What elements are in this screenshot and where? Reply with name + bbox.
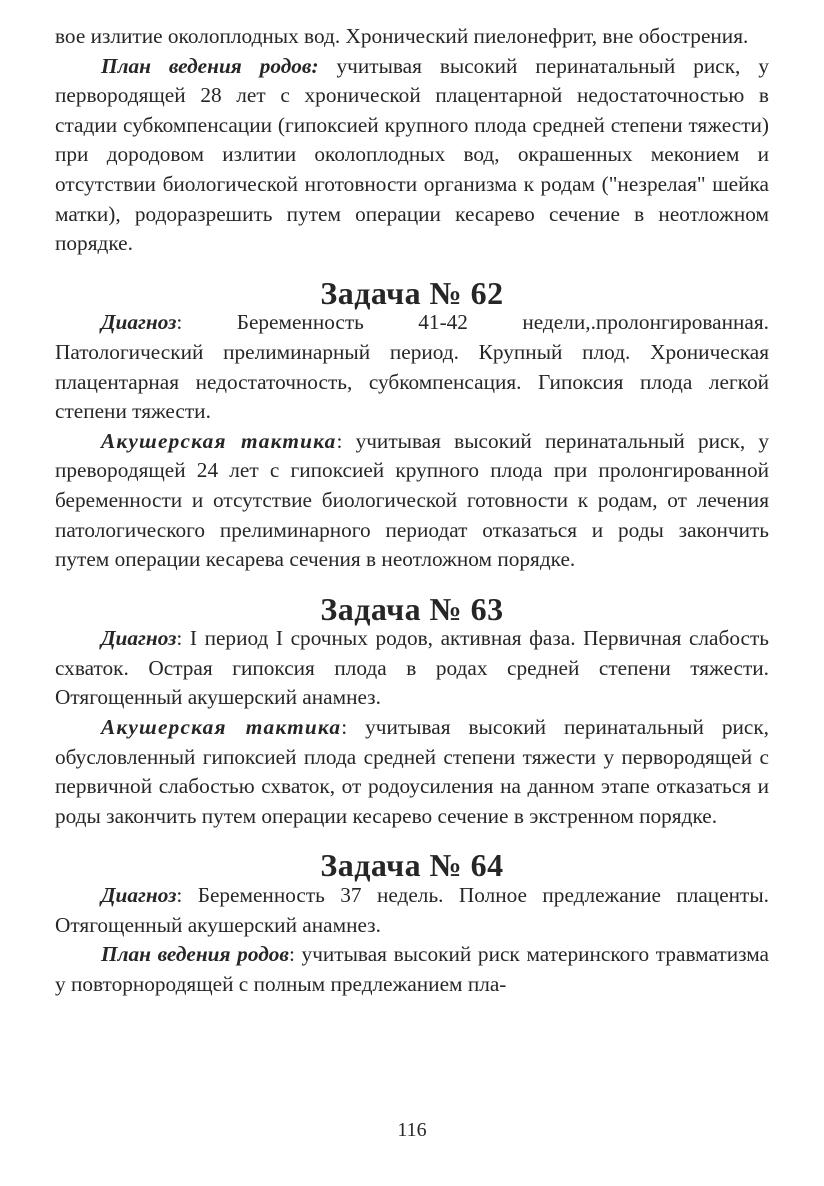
task-64-diagnosis (55, 881, 769, 940)
diagnosis-label: Диагноз (101, 626, 177, 651)
plan-label: План ведения родов: (101, 53, 319, 78)
plan-paragraph (55, 52, 769, 259)
task-62-title: Задача № 62 (320, 275, 504, 311)
task-64-title: Задача № 64 (320, 848, 504, 884)
plan-label: План ведения родов (101, 942, 289, 967)
diagnosis-label: Диагноз (101, 883, 177, 908)
diagnosis-text: : Беременность 41-42 недели,.пролонгированная. Патологический прелиминарный период. Крупный плод. Хроническая плацентарная недостаточность, субкомпенсация. Гипоксия плода легкой степени тяжести. (55, 310, 769, 424)
task-62-tactics (55, 427, 769, 575)
tactics-text: : учитывая высокий перинатальный риск, у превородящей 24 лет с гипоксией крупного плода при пролонгированной беременности и отсутствие биологической готовности к родам, от лечения патологического прелиминарного периодат отказаться и роды закончить путем операции кесарева сечения в неотложном порядке. (55, 428, 769, 572)
tactics-label: Акушерская тактика (101, 715, 342, 740)
diagnosis-label: Диагноз (101, 310, 177, 335)
diagnosis-text: : Беременность 37 недель. Полное предлежание плаценты. Отягощенный акушерский анамнез. (55, 883, 769, 937)
plan-text: учитывая высокий перинатальный риск, у первородящей 28 лет с хронической плацентарной недостаточностью в стадии субкомпенсации (гипоксией крупного плода средней степени тяжести) при дородовом излитии околоплодных вод, окрашенных меконием и отсутствии биологической нготовности организма к родам ("незрелая" шейка матки), родоразрешить путем операции кесарево сечение в неотложном порядке. (55, 53, 769, 256)
intro-paragraph (55, 22, 769, 52)
tactics-text: : учитывая высокий перинатальный риск, обусловленный гипоксией плода средней степени тяжести у первородящей с первичной слабостью схваток, от родоусиления на данном этапе отказаться и роды закончить путем операции кесарево сечение в экстренном порядке. (55, 715, 769, 828)
task-63-title: Задача № 63 (320, 591, 504, 627)
task-63-diagnosis (55, 624, 769, 713)
task-63-tactics (55, 713, 769, 831)
tactics-label: Акушерская тактика (101, 428, 337, 453)
diagnosis-text: : I период I срочных родов, активная фаза. Первичная слабость схваток. Острая гипоксия плода в родах средней степени тяжести. Отягощенный акушерский анамнез. (55, 626, 769, 710)
plan-text: : учитывая высокий риск материнского травматизма у повторнородящей с полным предлежанием пла- (55, 942, 769, 996)
page-number: 116 (397, 1119, 427, 1141)
intro-text: вое излитие околоплодных вод. Хронический пиелонефрит, вне обострения. (55, 24, 749, 48)
task-62-diagnosis (55, 308, 769, 426)
page-content (55, 22, 769, 999)
task-64-plan (55, 940, 769, 999)
